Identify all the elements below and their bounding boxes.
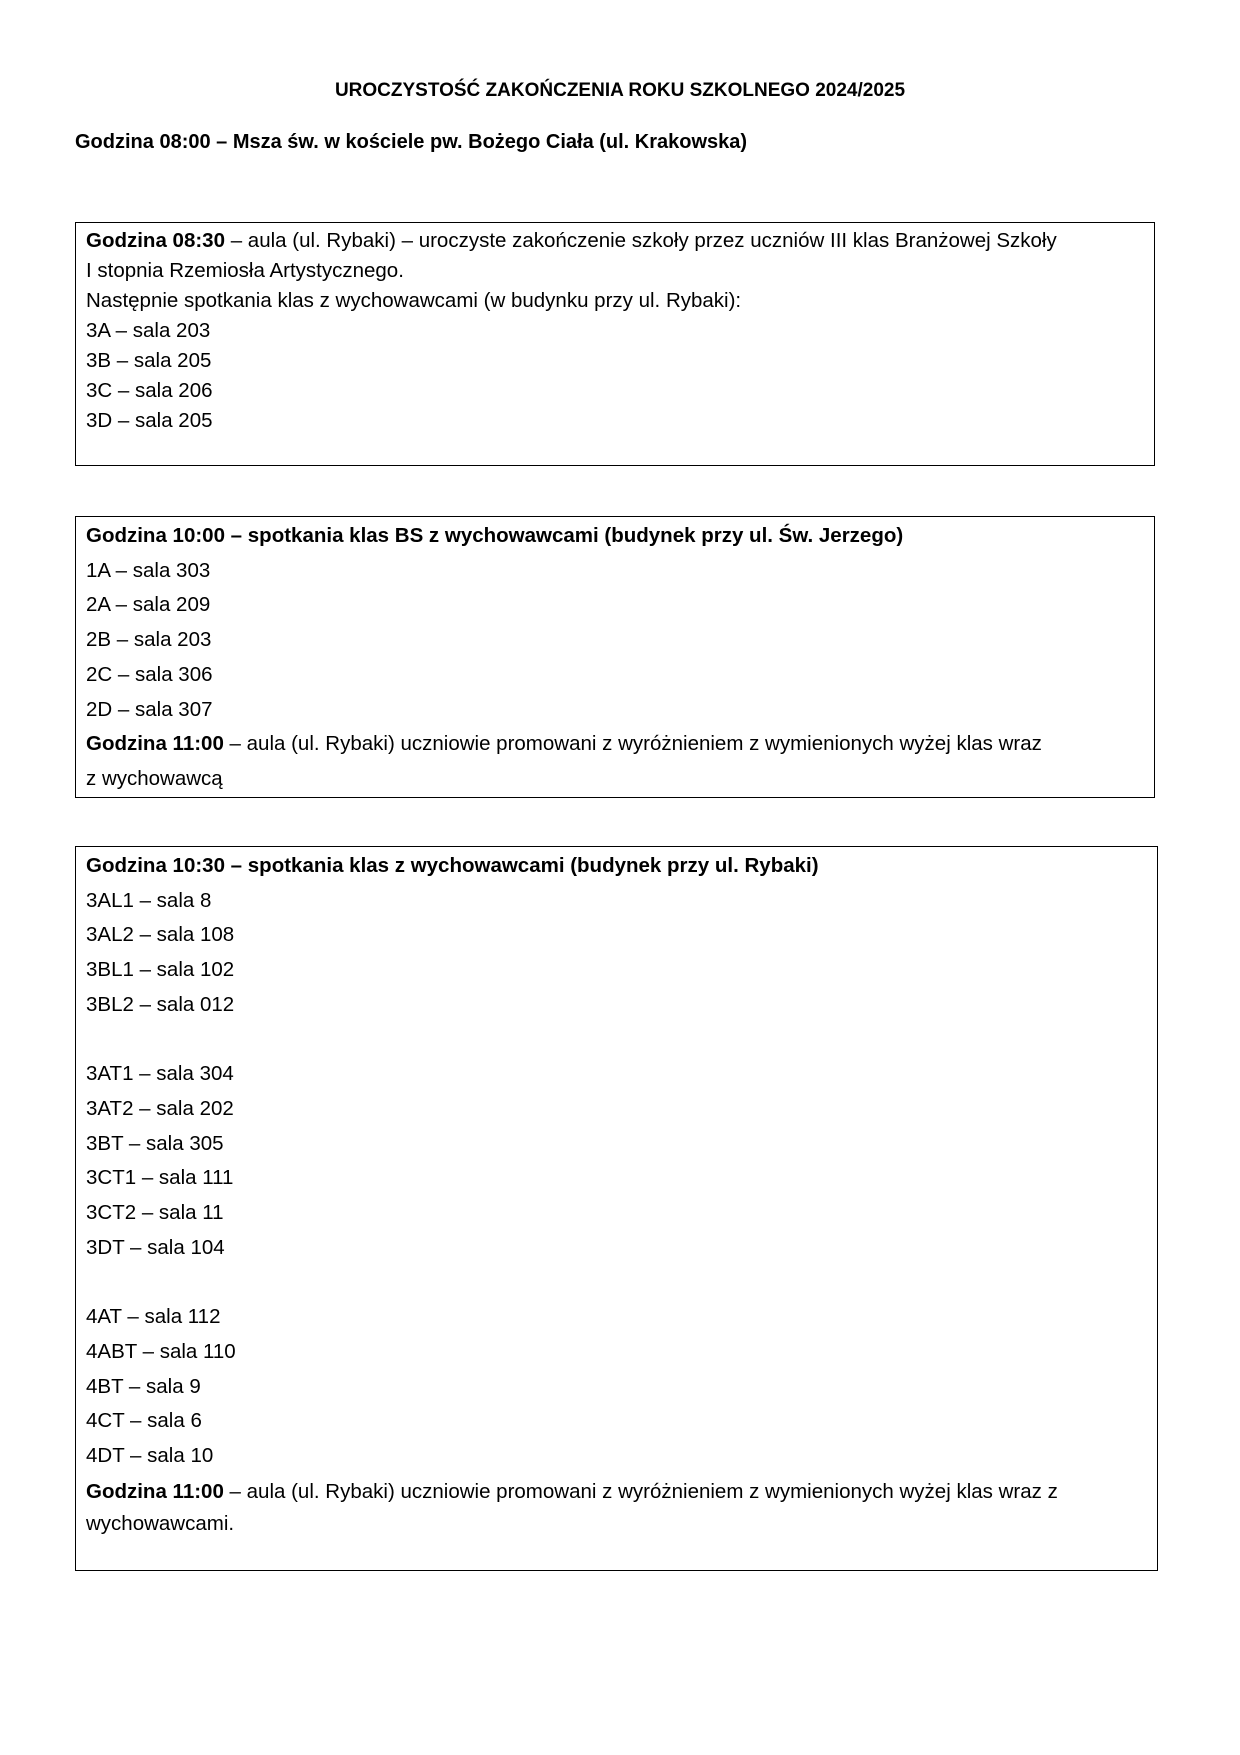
- room-item: 3B – sala 205: [86, 349, 212, 372]
- room-item: 1A – sala 303: [86, 558, 211, 582]
- block2-footer-line2: z wychowawcą: [86, 766, 223, 790]
- room-item: 2A – sala 209: [86, 593, 211, 617]
- room-item: 3AL2 – sala 108: [86, 923, 235, 947]
- room-item: 3AL1 – sala 8: [86, 888, 212, 912]
- room-item: 3CT2 – sala 11: [86, 1201, 224, 1225]
- mass-line: [75, 128, 747, 156]
- room-item: 4DT – sala 10: [86, 1443, 214, 1467]
- block1-intro: [86, 226, 1144, 256]
- block2-footer-line1: – aula (ul. Rybaki) uczniowie promowani z wyróżnieniem z wymienionych wyżej klas wraz: [223, 732, 1042, 756]
- block3-footer-first: [86, 1476, 1147, 1508]
- room-item: 3BL1 – sala 102: [86, 958, 235, 982]
- schedule-block-1000: [75, 516, 1155, 798]
- room-item: 3D – sala 205: [86, 409, 213, 432]
- block1-time: Godzina 08:30: [86, 229, 225, 252]
- room-item: 3AT2 – sala 202: [86, 1096, 234, 1120]
- block2-heading: Godzina 10:00 – spotkania klas BS z wychowawcami (budynek przy ul. Św. Jerzego): [86, 524, 904, 547]
- room-item: 2C – sala 306: [86, 662, 213, 686]
- room-item: 3BT – sala 305: [86, 1131, 224, 1155]
- block1-subheading: Następnie spotkania klas z wychowawcami (w budynku przy ul. Rybaki):: [86, 289, 742, 312]
- room-item: 4CT – sala 6: [86, 1409, 202, 1433]
- group-spacer: [86, 1265, 1147, 1300]
- room-item: 3A – sala 203: [86, 319, 211, 342]
- room-item: 2D – sala 307: [86, 697, 213, 721]
- block2-footer-time: Godzina 11:00: [86, 732, 224, 756]
- schedule-block-1030: [75, 846, 1158, 1571]
- group-spacer: [86, 1023, 1147, 1058]
- block3-heading: Godzina 10:30 – spotkania klas z wychowawcami (budynek przy ul. Rybaki): [86, 854, 819, 877]
- mass-time: Godzina 08:00: [75, 131, 211, 153]
- room-item: 3BL2 – sala 012: [86, 992, 235, 1016]
- room-item: 3AT1 – sala 304: [86, 1062, 234, 1086]
- room-item: 4BT – sala 9: [86, 1374, 201, 1398]
- room-item: 4AT – sala 112: [86, 1305, 221, 1329]
- block1-intro-line1: – aula (ul. Rybaki) – uroczyste zakończenie szkoły przez uczniów III klas Branżowej Szkoły: [225, 229, 1057, 252]
- block3-footer: [86, 1474, 1147, 1540]
- room-item: 2B – sala 203: [86, 628, 212, 652]
- mass-text: – Msza św. w kościele pw. Bożego Ciała (ul. Krakowska): [210, 131, 748, 153]
- page-title: UROCZYSTOŚĆ ZAKOŃCZENIA ROKU SZKOLNEGO 2024/2025: [334, 80, 906, 101]
- block2-footer: [86, 727, 1144, 762]
- schedule-block-0830: [75, 222, 1155, 466]
- room-item: 3CT1 – sala 111: [86, 1166, 234, 1190]
- room-item: 4ABT – sala 110: [86, 1339, 236, 1363]
- room-item: 3DT – sala 104: [86, 1235, 225, 1259]
- room-item: 3C – sala 206: [86, 379, 213, 402]
- block3-footer-time: Godzina 11:00: [86, 1479, 224, 1503]
- block1-intro-line2: I stopnia Rzemiosła Artystycznego.: [86, 259, 404, 282]
- block3-footer-line2: wychowawcami.: [86, 1511, 235, 1535]
- block3-footer-line1: – aula (ul. Rybaki) uczniowie promowani z wyróżnieniem z wymienionych wyżej klas wraz z: [223, 1479, 1058, 1503]
